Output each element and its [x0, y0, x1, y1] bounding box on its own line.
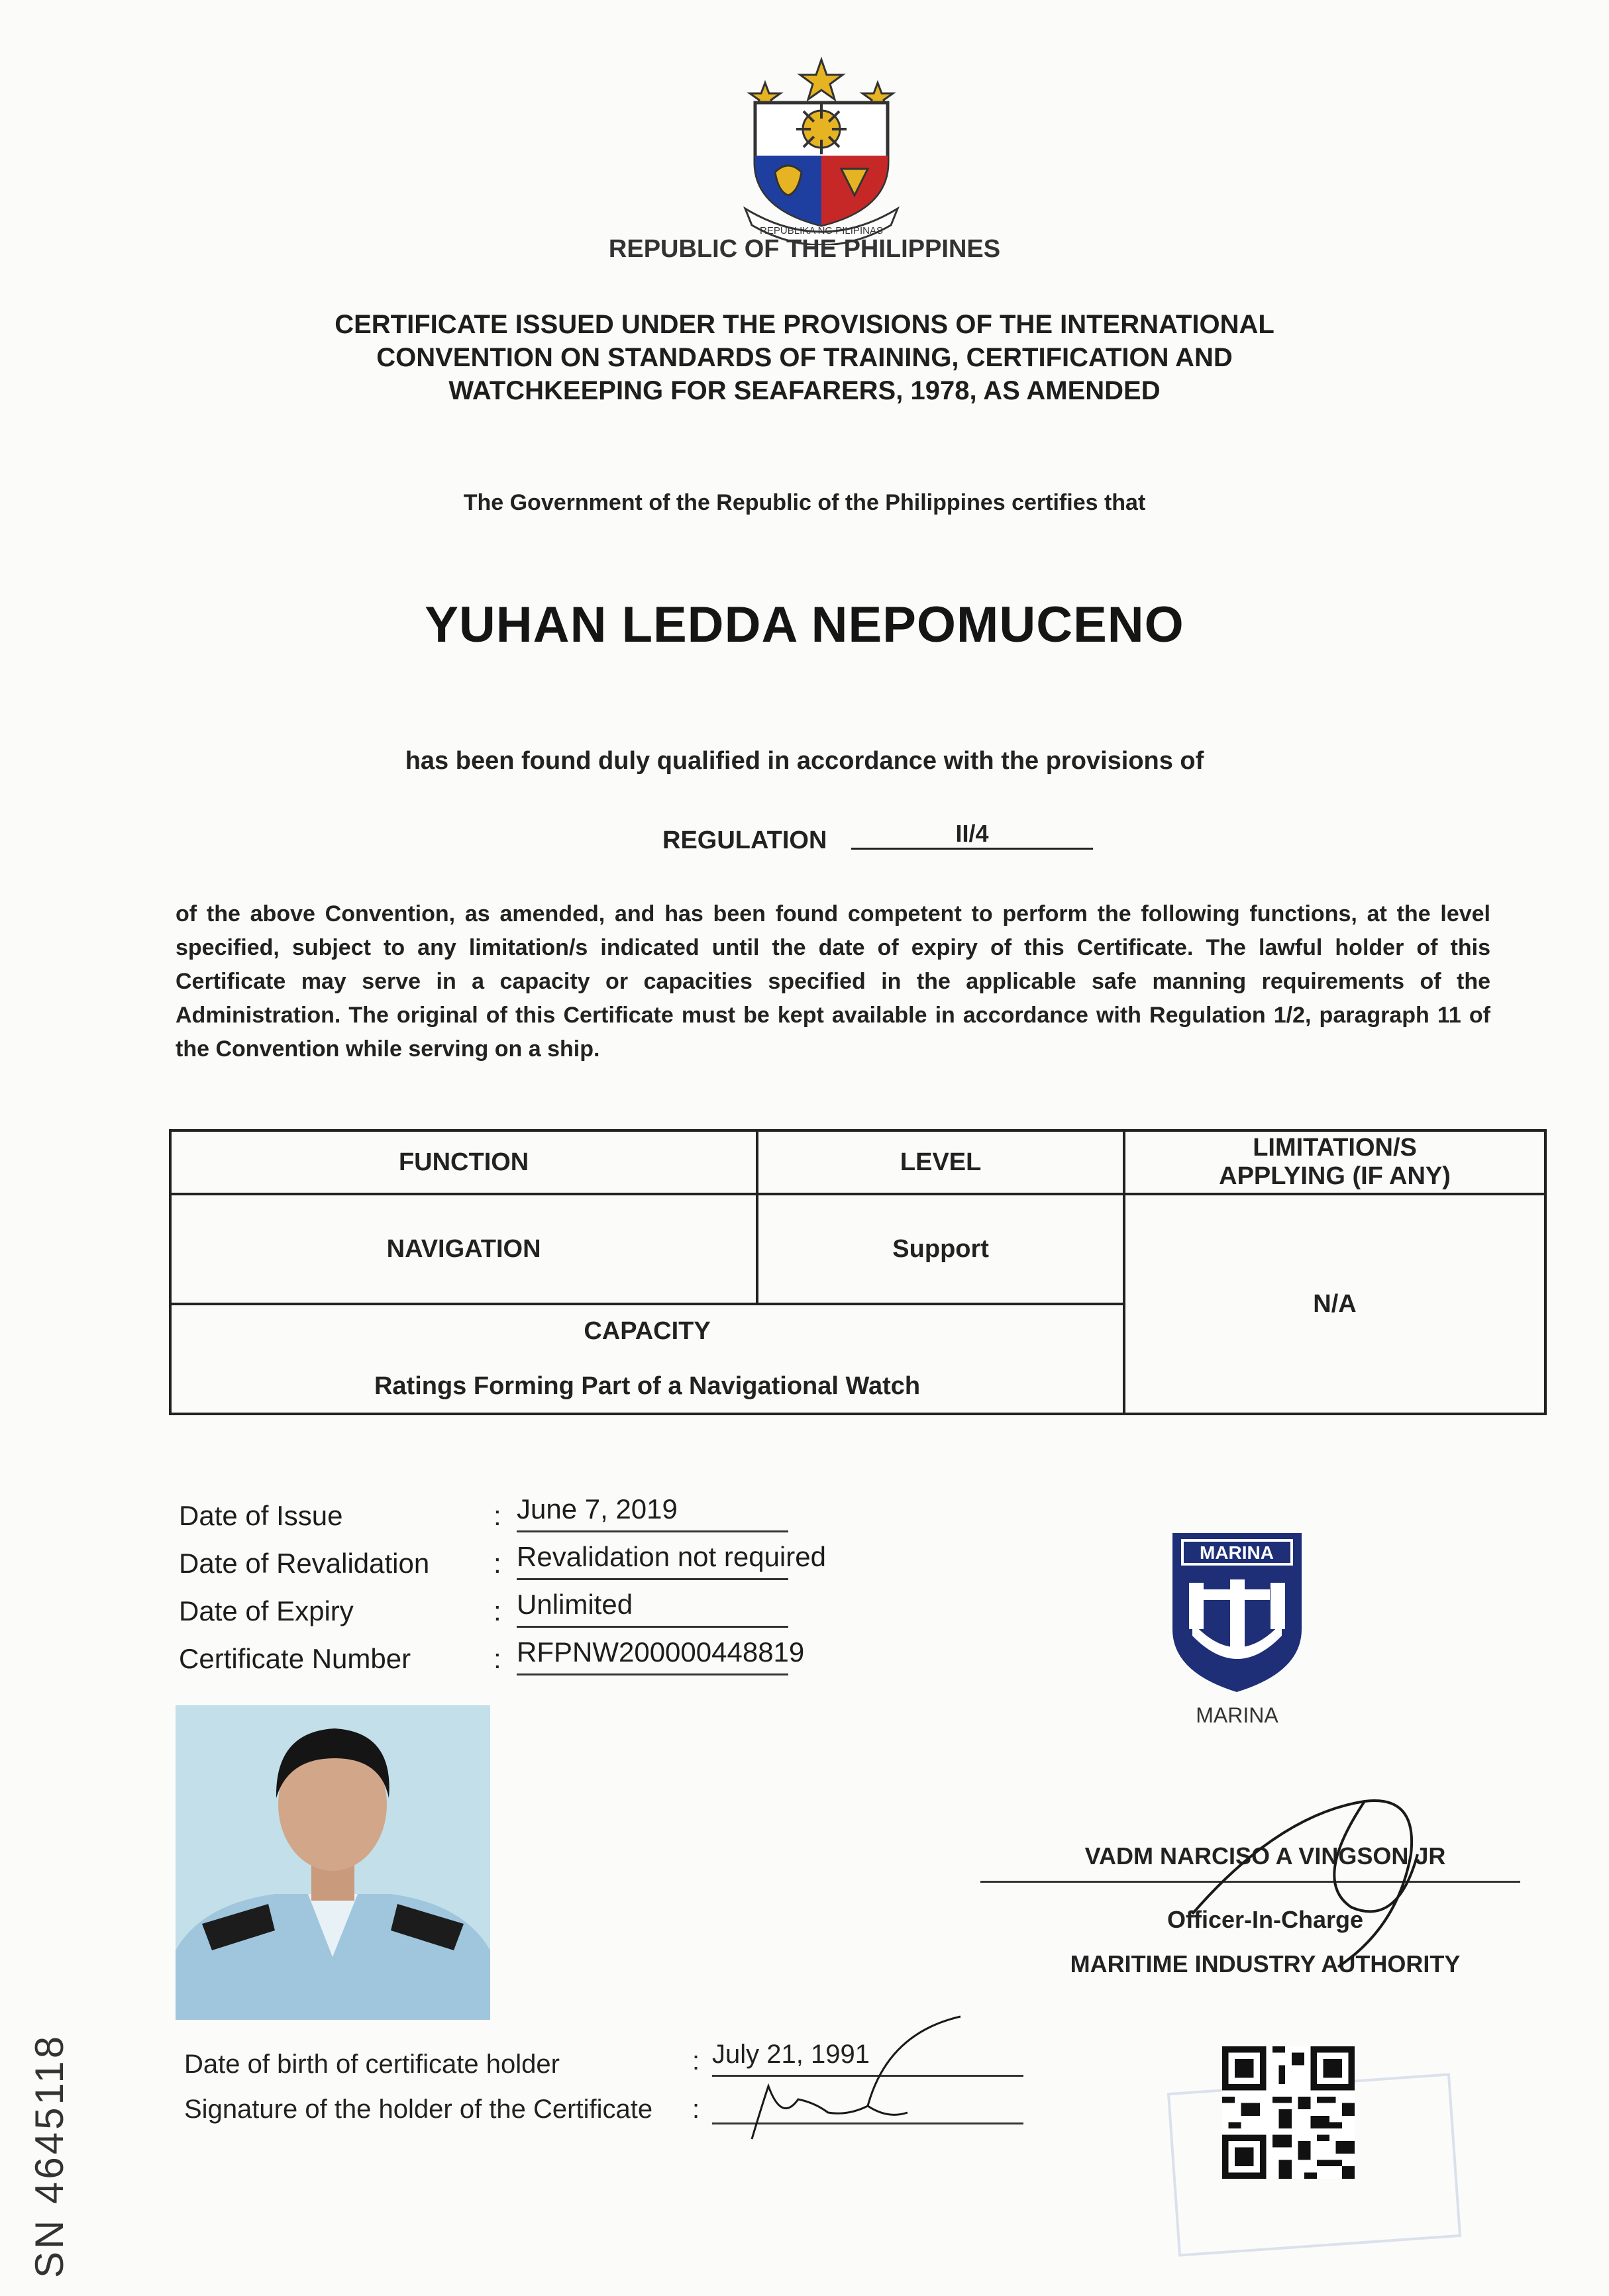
regulation-value: II/4 — [955, 820, 989, 847]
holder-name: YUHAN LEDDA NEPOMUCENO — [425, 597, 1184, 653]
colon-separator: : — [493, 1548, 501, 1579]
regulation-label: REGULATION — [662, 826, 827, 854]
function-value: NAVIGATION — [170, 1194, 757, 1304]
date-of-issue-label: Date of Issue — [179, 1500, 343, 1531]
colon-separator: : — [692, 2095, 700, 2124]
date-of-revalidation-label: Date of Revalidation — [179, 1548, 430, 1579]
certificate-title-line: CERTIFICATE ISSUED UNDER THE PROVISIONS OF THE INTERNATIONAL — [335, 310, 1274, 339]
level-value: Support — [757, 1194, 1124, 1304]
capacity-label: CAPACITY — [584, 1317, 711, 1345]
date-of-birth-label: Date of birth of certificate holder — [184, 2050, 560, 2079]
holder-signature-label: Signature of the holder of the Certificate — [184, 2095, 653, 2124]
officer-title: Officer-In-Charge — [1167, 1906, 1364, 1933]
limitations-header — [1124, 1130, 1545, 1194]
republic-heading: REPUBLIC OF THE PHILIPPINES — [608, 235, 1001, 263]
function-header: FUNCTION — [170, 1130, 757, 1194]
capacity-cell — [170, 1304, 1124, 1414]
certificate-number-label: Certificate Number — [179, 1643, 411, 1674]
qualified-statement: has been found duly qualified in accordance with the provisions of — [405, 747, 1204, 775]
philippine-coat-of-arms-seal — [735, 56, 908, 245]
serial-number: SN 4645118 — [27, 2033, 72, 2278]
issuing-authority: MARITIME INDUSTRY AUTHORITY — [1070, 1950, 1461, 1977]
officer-signature — [1179, 1775, 1457, 1973]
marina-caption: MARINA — [1196, 1703, 1278, 1727]
certifies-intro: The Government of the Republic of the Philippines certifies that — [463, 490, 1146, 515]
qr-code — [1222, 2046, 1355, 2179]
capacity-value: Ratings Forming Part of a Navigational Watch — [374, 1372, 921, 1400]
date-of-expiry-value: Unlimited — [517, 1589, 788, 1628]
holder-photo — [176, 1705, 490, 2020]
holder-signature — [742, 2007, 987, 2146]
colon-separator: : — [493, 1643, 501, 1674]
marina-logo — [1169, 1530, 1305, 1695]
seal-banner-text: REPUBLIKA NG PILIPINAS — [760, 225, 883, 236]
certificate-title — [0, 308, 1609, 407]
certificate-title-line: CONVENTION ON STANDARDS OF TRAINING, CERTIFICATION AND — [376, 343, 1233, 372]
certificate-title-line: WATCHKEEPING FOR SEAFARERS, 1978, AS AMENDED — [448, 376, 1161, 405]
date-of-birth-value: July 21, 1991 — [712, 2040, 1023, 2077]
date-of-revalidation-value: Revalidation not required — [517, 1541, 788, 1580]
date-of-issue-value: June 7, 2019 — [517, 1493, 788, 1532]
limitations-header-line: APPLYING (IF ANY) — [1219, 1162, 1451, 1190]
regulation-underline — [851, 848, 1093, 850]
colon-separator: : — [493, 1595, 501, 1626]
limitations-header-line: LIMITATION/S — [1253, 1134, 1417, 1162]
officer-name: VADM NARCISO A VINGSON JR — [1084, 1842, 1446, 1870]
limitations-value: N/A — [1124, 1194, 1545, 1414]
certificate-number-value: RFPNW200000448819 — [517, 1636, 788, 1675]
functions-table — [169, 1129, 1547, 1415]
marina-logo-text: MARINA — [1200, 1542, 1274, 1563]
colon-separator: : — [493, 1500, 501, 1531]
colon-separator: : — [692, 2046, 700, 2075]
date-of-expiry-label: Date of Expiry — [179, 1595, 354, 1626]
competence-statement: of the above Convention, as amended, and has been found competent to perform the following functions, at the level specified, subject to any limitation/s indicated until the date of expiry of this Certificate. The lawful holder of this Certificate may serve in a capacity or capacities specified in the applicable safe manning requirements of the Administration. The original of this Certificate must be kept available in accordance with Regulation 1/2, paragraph 11 of the Convention while serving on a ship. — [176, 901, 1490, 1062]
level-header: LEVEL — [757, 1130, 1124, 1194]
